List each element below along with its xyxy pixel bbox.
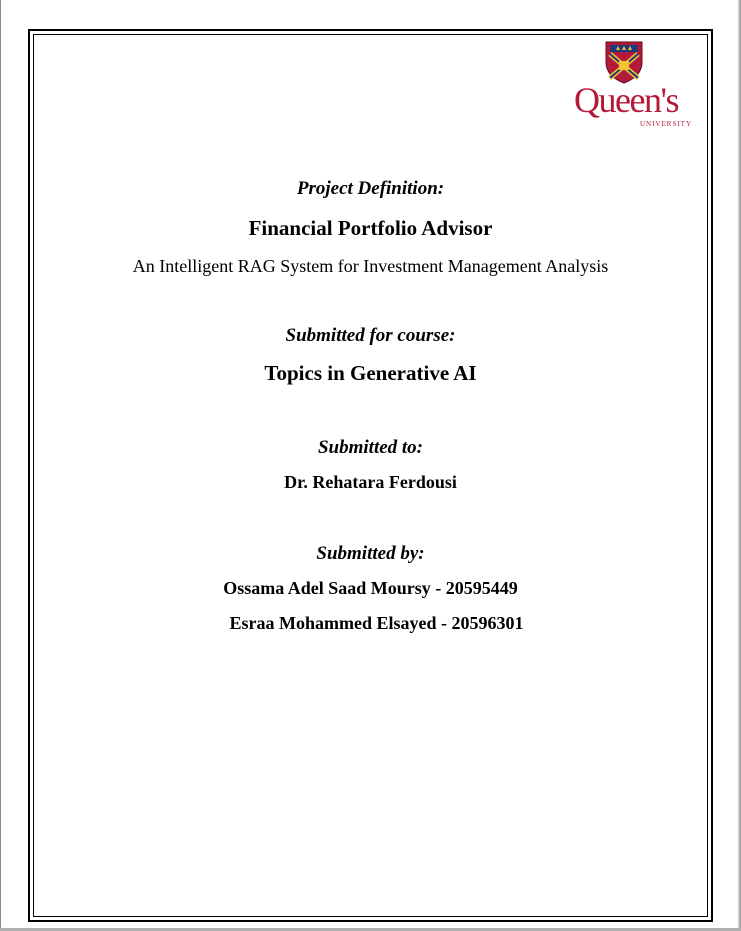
logo-subtitle: UNIVERSITY xyxy=(640,120,692,128)
crest-icon xyxy=(604,40,644,84)
supervisor-name: Dr. Rehatara Ferdousi xyxy=(284,472,457,492)
author-line: Esraa Mohammed Elsayed - 20596301 xyxy=(229,613,524,633)
queens-university-logo xyxy=(560,40,692,130)
project-definition-label: Project Definition: xyxy=(296,178,445,199)
project-title: Financial Portfolio Advisor xyxy=(248,216,493,240)
logo-wordmark: Queen's xyxy=(574,80,678,120)
author-line: Ossama Adel Saad Moursy - 20595449 xyxy=(223,578,518,598)
course-name: Topics in Generative AI xyxy=(264,361,477,385)
submitted-to-label: Submitted to: xyxy=(317,437,424,458)
submitted-by-label: Submitted by: xyxy=(316,543,425,564)
project-subtitle: An Intelligent RAG System for Investment Management Analysis xyxy=(132,256,609,276)
course-label: Submitted for course: xyxy=(285,325,456,346)
page-edge-left xyxy=(0,0,1,931)
